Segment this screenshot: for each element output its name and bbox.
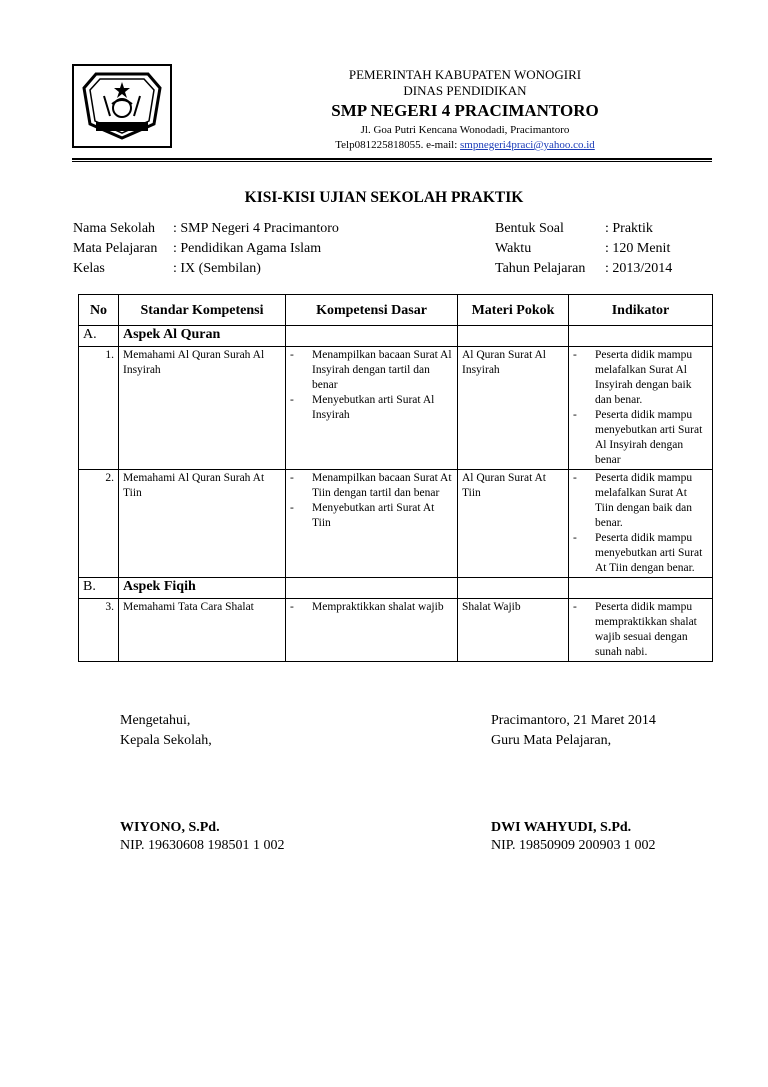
indikator-item: Peserta didik mampu mempraktikkan shalat wajib sesuai dengan sunah nabi. [595,601,697,658]
table-row [79,599,713,662]
header-rule [72,158,712,160]
kd-item: Menampilkan bacaan Surat Al Insyirah dengan tartil dan benar [312,349,452,391]
info-label: Mata Pelajaran [73,241,158,256]
row-kd [286,470,458,578]
table-row [79,347,713,470]
row-no: 1. [79,347,119,470]
indikator-item: Peserta didik mampu melafalkan Surat Al Insyirah dengan baik dan benar. [595,349,693,406]
sign-left-nip: NIP. 19630608 198501 1 002 [120,838,285,853]
sign-right-role: Guru Mata Pelajaran, [491,733,612,748]
row-mp: Al Quran Surat At Tiin [458,470,569,578]
row-mp: Al Quran Surat Al Insyirah [458,347,569,470]
kisi-table [78,294,713,662]
bullet-dash: - [573,472,577,484]
row-kd [286,347,458,470]
kd-item: Menyebutkan arti Surat Al Insyirah [312,394,435,421]
info-value: : Pendidikan Agama Islam [173,241,322,256]
header-phone: Telp081225818055. e-mail: [335,139,461,151]
header-address: Jl. Goa Putri Kencana Wonodadi, Pracimantoro [360,124,570,136]
row-indikator [569,470,713,578]
col-header-kd: Kompetensi Dasar [286,295,458,326]
info-value: : SMP Negeri 4 Pracimantoro [173,221,339,236]
info-label: Nama Sekolah [73,221,156,236]
empty-cell [458,326,569,347]
bullet-dash: - [573,532,577,544]
section-no: A. [79,326,119,347]
indikator-item: Peserta didik mampu menyebutkan arti Surat Al Insyirah dengan benar [595,409,703,466]
bullet-dash: - [290,502,294,514]
row-sk: Memahami Tata Cara Shalat [119,599,286,662]
bullet-dash: - [290,394,294,406]
info-value: : 2013/2014 [605,261,673,276]
info-label: Kelas [73,261,105,276]
sign-left-name: WIYONO, S.Pd. [120,820,220,835]
bullet-dash: - [573,349,577,361]
info-label: Waktu [495,241,532,256]
info-label: Bentuk Soal [495,221,564,236]
header-contact [300,139,630,151]
info-value: : 120 Menit [605,241,671,256]
bullet-dash: - [290,349,294,361]
row-indikator [569,599,713,662]
bullet-dash: - [290,472,294,484]
section-row-b [79,578,713,599]
document-title: KISI-KISI UJIAN SEKOLAH PRAKTIK [244,189,524,206]
header-department: DINAS PENDIDIKAN [403,83,527,98]
col-header-sk: Standar Kompetensi [119,295,286,326]
table-row [79,470,713,578]
indikator-item: Peserta didik mampu menyebutkan arti Surat At Tiin dengan benar. [595,532,703,574]
section-no: B. [79,578,119,599]
sign-right-name: DWI WAHYUDI, S.Pd. [491,820,632,835]
empty-cell [286,326,458,347]
section-title: Aspek Al Quran [119,326,286,347]
emblem-icon [74,66,170,146]
col-header-mp: Materi Pokok [458,295,569,326]
info-right [495,219,672,279]
section-title: Aspek Fiqih [119,578,286,599]
sign-right-nip: NIP. 19850909 200903 1 002 [491,838,656,853]
row-no: 3. [79,599,119,662]
sign-right-place-date: Pracimantoro, 21 Maret 2014 [491,713,656,728]
empty-cell [569,326,713,347]
kd-item: Menampilkan bacaan Surat At Tiin dengan tartil dan benar [312,472,452,499]
row-sk: Memahami Al Quran Surah At Tiin [119,470,286,578]
school-logo [72,64,172,148]
row-sk: Memahami Al Quran Surah Al Insyirah [119,347,286,470]
empty-cell [569,578,713,599]
sign-left-role: Kepala Sekolah, [120,733,212,748]
row-no: 2. [79,470,119,578]
row-kd [286,599,458,662]
info-value: : Praktik [605,221,653,236]
email-link[interactable]: smpnegeri4praci@yahoo.co.id [460,139,595,151]
section-row-a [79,326,713,347]
row-indikator [569,347,713,470]
bullet-dash: - [573,601,577,613]
info-value: : IX (Sembilan) [173,261,261,276]
kd-item: Menyebutkan arti Surat At Tiin [312,502,435,529]
empty-cell [458,578,569,599]
col-header-indikator: Indikator [569,295,713,326]
sign-left-line1: Mengetahui, [120,713,191,728]
table-header-row [79,295,713,326]
info-left [73,219,339,279]
bullet-dash: - [290,601,294,613]
col-header-no: No [79,295,119,326]
info-label: Tahun Pelajaran [495,261,586,276]
header-school-name: SMP NEGERI 4 PRACIMANTORO [331,101,599,120]
indikator-item: Peserta didik mampu melafalkan Surat At Tiin dengan baik dan benar. [595,472,693,529]
row-mp: Shalat Wajib [458,599,569,662]
bullet-dash: - [573,409,577,421]
kd-item: Mempraktikkan shalat wajib [312,601,444,613]
empty-cell [286,578,458,599]
header-rule-thin [72,161,712,162]
header-government: PEMERINTAH KABUPATEN WONOGIRI [348,67,582,82]
